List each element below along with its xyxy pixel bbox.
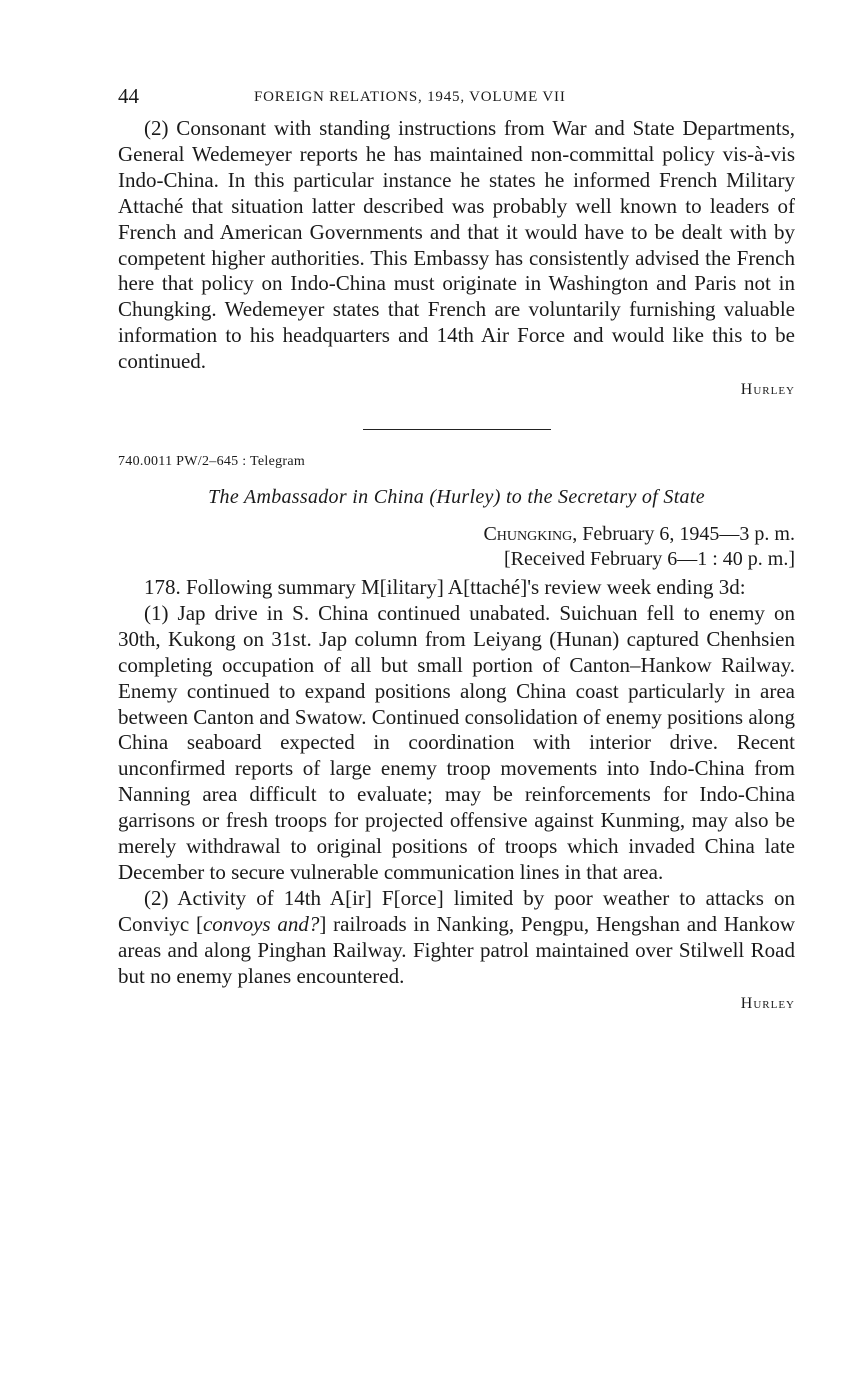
first-document — [118, 116, 795, 403]
section-divider — [363, 429, 551, 430]
document-title: The Ambassador in China (Hurley) to the Secretary of State — [208, 485, 705, 508]
para2-italic-insert: convoys and? — [202, 911, 320, 936]
dateline-place: Chungking, — [483, 522, 578, 545]
telegram-paragraph-1: (1) Jap drive in S. China continued unabated. Suichuan fell to enemy on 30th, Kukong on 31st. Jap column from Leiyang (Hunan) captured Chenhsien completing occupation of all but small portion of Canton–Hankow Railway. Enemy continued to expand positions along China coast particularly in area between Canton and Swatow. Continued consolidation of enemy positions along China seaboard expected in coordination with interior drive. Recent unconfirmed reports of large enemy troop movements into Indo-China from Nanning area difficult to evaluate; may be reinforcements for Indo-China garrisons or fresh troops for projected offensive against Kunming, may also be merely withdrawal to original positions of troops which invaded China late December to secure vulnerable communication lines in that area. — [118, 600, 795, 884]
document-page — [118, 84, 795, 1017]
received-line: [Received February 6—1 : 40 p. m.] — [503, 547, 795, 570]
sent-line — [118, 522, 795, 547]
telegram-body — [118, 575, 795, 1017]
consonant-paragraph: (2) Consonant with standing instructions from War and State Departments, General Wedemeyer reports he has maintained non-committal policy vis-à-vis Indo-China. In this particular instance he states he informed French Military Attaché that situation latter described was probably well known to leaders of French and American Governments and that it would have to be dealt with by competent higher authorities. This Embassy has consistently advised the French here that policy on Indo-China must originate in Washington and Paris not in Chungking. Wedemeyer states that French are voluntarily furnishing valuable information to his headquarters and 14th Air Force and would like this to be continued. — [118, 116, 795, 374]
dateline-date: February 6, 1945—3 p. m. — [577, 522, 795, 545]
file-reference: 740.0011 PW/2–645 : Telegram — [118, 453, 306, 469]
signature-hurley-2: Hurley — [740, 995, 795, 1013]
dateline — [118, 522, 795, 572]
para2-start: (2) Activity of 14th A[ir] F[orce] limited by poor weather to attacks on Conviyc [ — [118, 885, 795, 936]
page-number: 44 — [118, 84, 139, 108]
running-head — [118, 84, 795, 112]
running-title: FOREIGN RELATIONS, 1945, VOLUME VII — [254, 89, 566, 105]
signature-hurley-1: Hurley — [740, 381, 795, 399]
telegram-paragraph-2 — [118, 886, 795, 990]
para2-end: ] railroads in Nanking, Pengpu, Hengshan and Hankow areas and along Pinghan Railway. Fighter patrol maintained over Stilwell Road but no enemy planes encountered. — [118, 911, 796, 988]
telegram-intro: 178. Following summary M[ilitary] A[ttaché]'s review week ending 3d: — [144, 574, 746, 599]
